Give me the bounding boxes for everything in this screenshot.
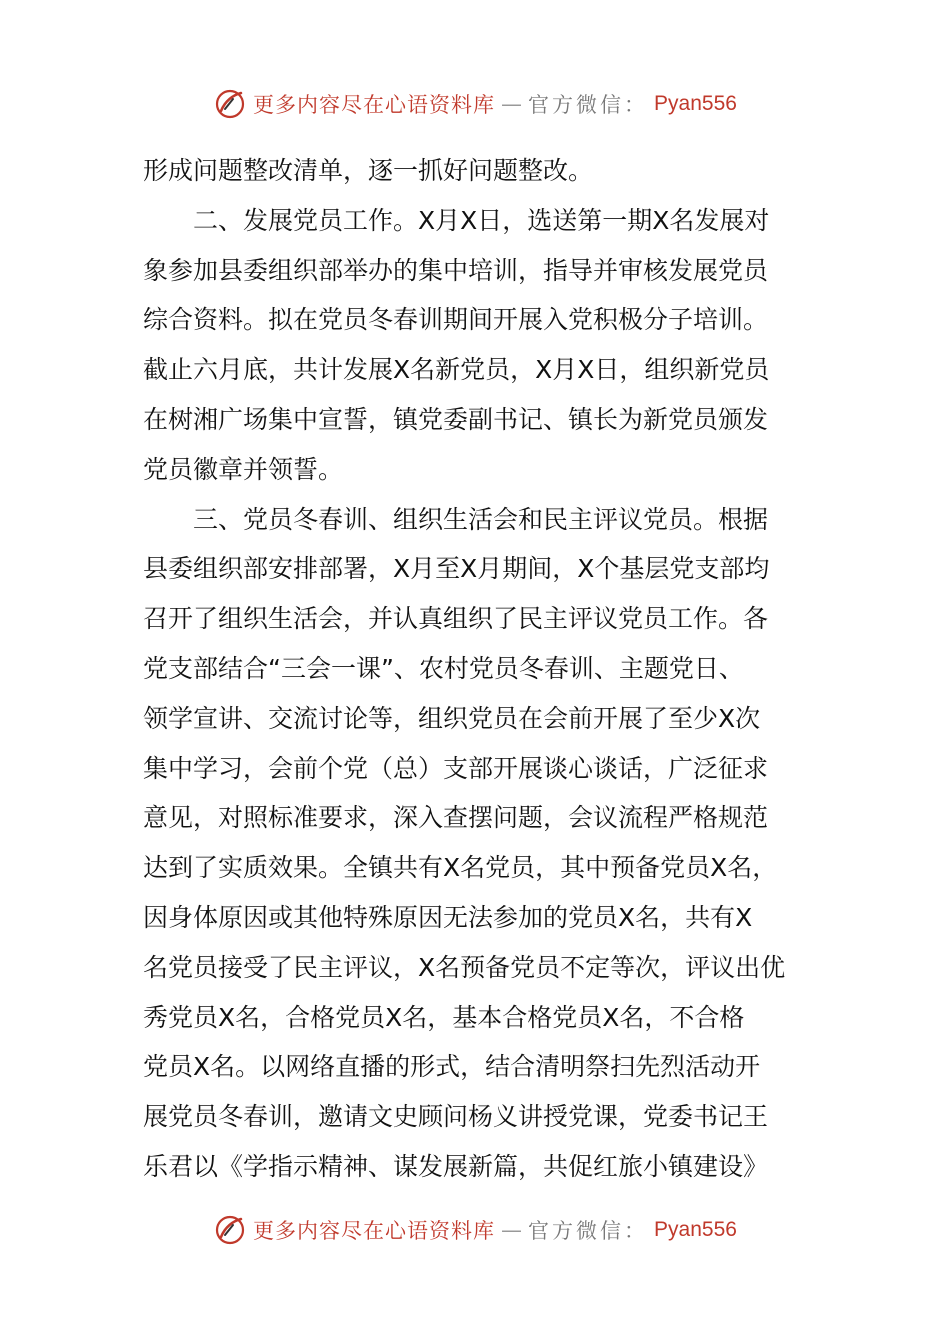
- text-line: 乐君以《学指示精神、谋发展新篇，共促红旅小镇建设》: [143, 1151, 769, 1181]
- text-line: 领学宣讲、交流讨论等，组织党员在会前开展了至少X次: [143, 703, 761, 733]
- watermark-wechat-id: Pyan556: [654, 1218, 737, 1241]
- watermark-title: 更多内容尽在心语资料库: [253, 93, 496, 117]
- watermark-dash: —: [501, 92, 523, 116]
- text-line: 召开了组织生活会，并认真组织了民主评议党员工作。各: [143, 604, 769, 634]
- text-line: 展党员冬春训，邀请文史顾问杨义讲授党课，党委书记王: [143, 1102, 769, 1132]
- text-line: 因身体原因或其他特殊原因无法参加的党员X名，共有X: [143, 902, 753, 932]
- text-line: 党员徽章并领誓。: [143, 454, 344, 484]
- watermark-dash: —: [501, 1218, 523, 1242]
- text-line: 三、党员冬春训、组织生活会和民主评议党员。根据: [193, 504, 769, 534]
- watermark-wechat-label: 官方微信：: [528, 1219, 649, 1243]
- text-line: 意见，对照标准要求，深入查摆问题，会议流程严格规范: [143, 803, 769, 833]
- text-line: 名党员接受了民主评议，X名预备党员不定等次，评议出优: [143, 952, 786, 982]
- text-line: 县委组织部安排部署，X月至X月期间，X个基层党支部均: [143, 554, 770, 584]
- text-line: 集中学习，会前个党（总）支部开展谈心谈话，广泛征求: [143, 753, 769, 783]
- text-line: 在树湘广场集中宣誓，镇党委副书记、镇长为新党员颁发: [143, 404, 769, 434]
- watermark-title: 更多内容尽在心语资料库: [253, 1219, 496, 1243]
- footer-watermark: [0, 1208, 950, 1252]
- watermark-wechat-label: 官方微信：: [528, 93, 649, 117]
- document-body: [143, 146, 807, 1192]
- text-line: 形成问题整改清单，逐一抓好问题整改。: [143, 156, 594, 185]
- pen-swirl-logo-icon: [213, 87, 247, 121]
- text-line: 综合资料。拟在党员冬春训期间开展入党积极分子培训。: [143, 305, 769, 335]
- text-line: 党员X名。以网络直播的形式，结合清明祭扫先烈活动开: [143, 1052, 761, 1082]
- pen-swirl-logo-icon: [213, 1213, 247, 1247]
- text-line: 象参加县委组织部举办的集中培训，指导并审核发展党员: [143, 255, 769, 285]
- header-watermark: [0, 82, 950, 126]
- text-line: 秀党员X名，合格党员X名，基本合格党员X名，不合格: [143, 1002, 745, 1032]
- watermark-wechat-id: Pyan556: [654, 92, 737, 115]
- text-line: 达到了实质效果。全镇共有X名党员，其中预备党员X名，: [143, 853, 778, 883]
- text-line: 截止六月底，共计发展X名新党员，X月X日，组织新党员: [143, 355, 770, 385]
- text-line: 二、发展党员工作。X月X日，选送第一期X名发展对: [193, 205, 770, 235]
- text-line: 党支部结合“三会一课”、农村党员冬春训、主题党日、: [143, 653, 744, 683]
